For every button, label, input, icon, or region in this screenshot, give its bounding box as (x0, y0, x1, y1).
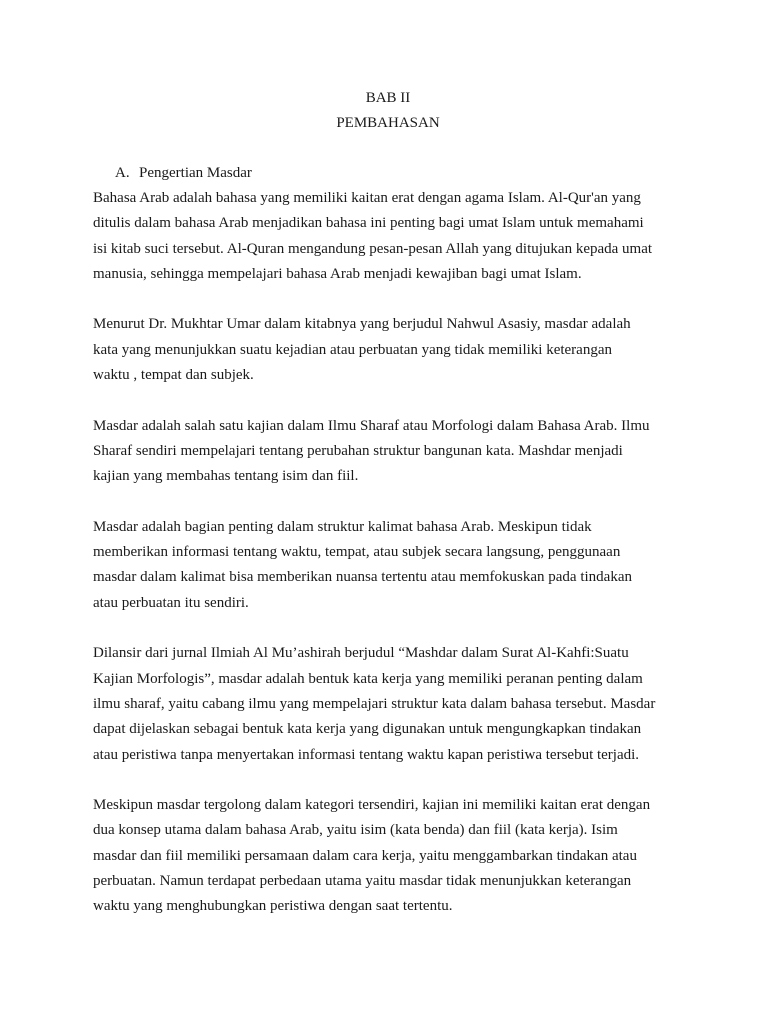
paragraph-line: perbuatan. Namun terdapat perbedaan utama yaitu masdar tidak menunjukkan keterangan (93, 873, 632, 890)
paragraph (93, 414, 683, 490)
paragraph (93, 641, 683, 767)
subheading-title: Pengertian Masdar (139, 165, 252, 181)
paragraph-line: masdar dan fiil memiliki persamaan dalam cara kerja, yaitu menggambarkan tindakan atau (93, 847, 637, 864)
paragraph-line: manusia, sehingga mempelajari bahasa Arab menjadi kewajiban bagi umat Islam. (93, 265, 582, 282)
paragraph-line: dua konsep utama dalam bahasa Arab, yaitu isim (kata benda) dan fiil (kata kerja). Isim (93, 822, 618, 839)
chapter-title: BAB II (365, 90, 411, 106)
paragraph-line: waktu , tempat dan subjek. (93, 367, 254, 384)
paragraph-line: memberikan informasi tentang waktu, tempat, atau subjek secara langsung, penggunaan (93, 544, 621, 561)
paragraph-line: Sharaf sendiri mempelajari tentang perubahan struktur bangunan kata. Mashdar menjadi (93, 442, 623, 459)
paragraph-line: kata yang menunjukkan suatu kejadian atau perbuatan yang tidak memiliki keterangan (93, 341, 612, 358)
paragraph-line: Meskipun masdar tergolong dalam kategori tersendiri, kajian ini memiliki kaitan erat dengan (93, 797, 651, 814)
subheading-marker: A. (115, 165, 130, 181)
paragraph-line: Dilansir dari jurnal Ilmiah Al Mu’ashirah berjudul “Mashdar dalam Surat Al-Kahfi:Suatu (93, 645, 629, 662)
paragraph-line: Bahasa Arab adalah bahasa yang memiliki kaitan erat dengan agama Islam. Al-Qur'an yang (93, 190, 641, 206)
paragraph-line: masdar dalam kalimat bisa memberikan nuansa tertentu atau memfokuskan pada tindakan (93, 569, 632, 586)
section-title: PEMBAHASAN (336, 115, 440, 131)
paragraph (93, 186, 683, 287)
document-body (93, 86, 683, 920)
paragraph (93, 793, 683, 919)
paragraph-line: atau perbuatan itu sendiri. (93, 594, 249, 611)
paragraph-line: Masdar adalah bagian penting dalam struktur kalimat bahasa Arab. Meskipun tidak (93, 518, 592, 535)
subheading (93, 161, 683, 186)
paragraph-line: Menurut Dr. Mukhtar Umar dalam kitabnya yang berjudul Nahwul Asasiy, masdar adalah (93, 316, 631, 333)
paragraph-line: ditulis dalam bahasa Arab menjadikan bahasa ini penting bagi umat Islam untuk memahami (93, 215, 644, 232)
paragraph-line: Masdar adalah salah satu kajian dalam Ilmu Sharaf atau Morfologi dalam Bahasa Arab. Ilmu (93, 417, 650, 434)
paragraph-line: Kajian Morfologis”, masdar adalah bentuk kata kerja yang memiliki peranan penting dalam (93, 670, 643, 687)
paragraph-list (93, 186, 683, 920)
paragraph-line: ilmu sharaf, yaitu cabang ilmu yang mempelajari struktur kata dalam bahasa tersebut. Masdar (93, 695, 656, 712)
paragraph-line: waktu yang menghubungkan peristiwa dengan saat tertentu. (93, 898, 453, 915)
paragraph (93, 312, 683, 388)
paragraph-line: isi kitab suci tersebut. Al-Quran mengandung pesan-pesan Allah yang ditujukan kepada umat (93, 240, 653, 257)
paragraph-line: dapat dijelaskan sebagai bentuk kata kerja yang digunakan untuk mengungkapkan tindakan (93, 721, 642, 738)
paragraph-line: atau peristiwa tanpa menyertakan informasi tentang waktu kapan peristiwa tersebut terjadi. (93, 746, 640, 763)
paragraph (93, 515, 683, 616)
paragraph-line: kajian yang membahas tentang isim dan fiil. (93, 468, 359, 485)
